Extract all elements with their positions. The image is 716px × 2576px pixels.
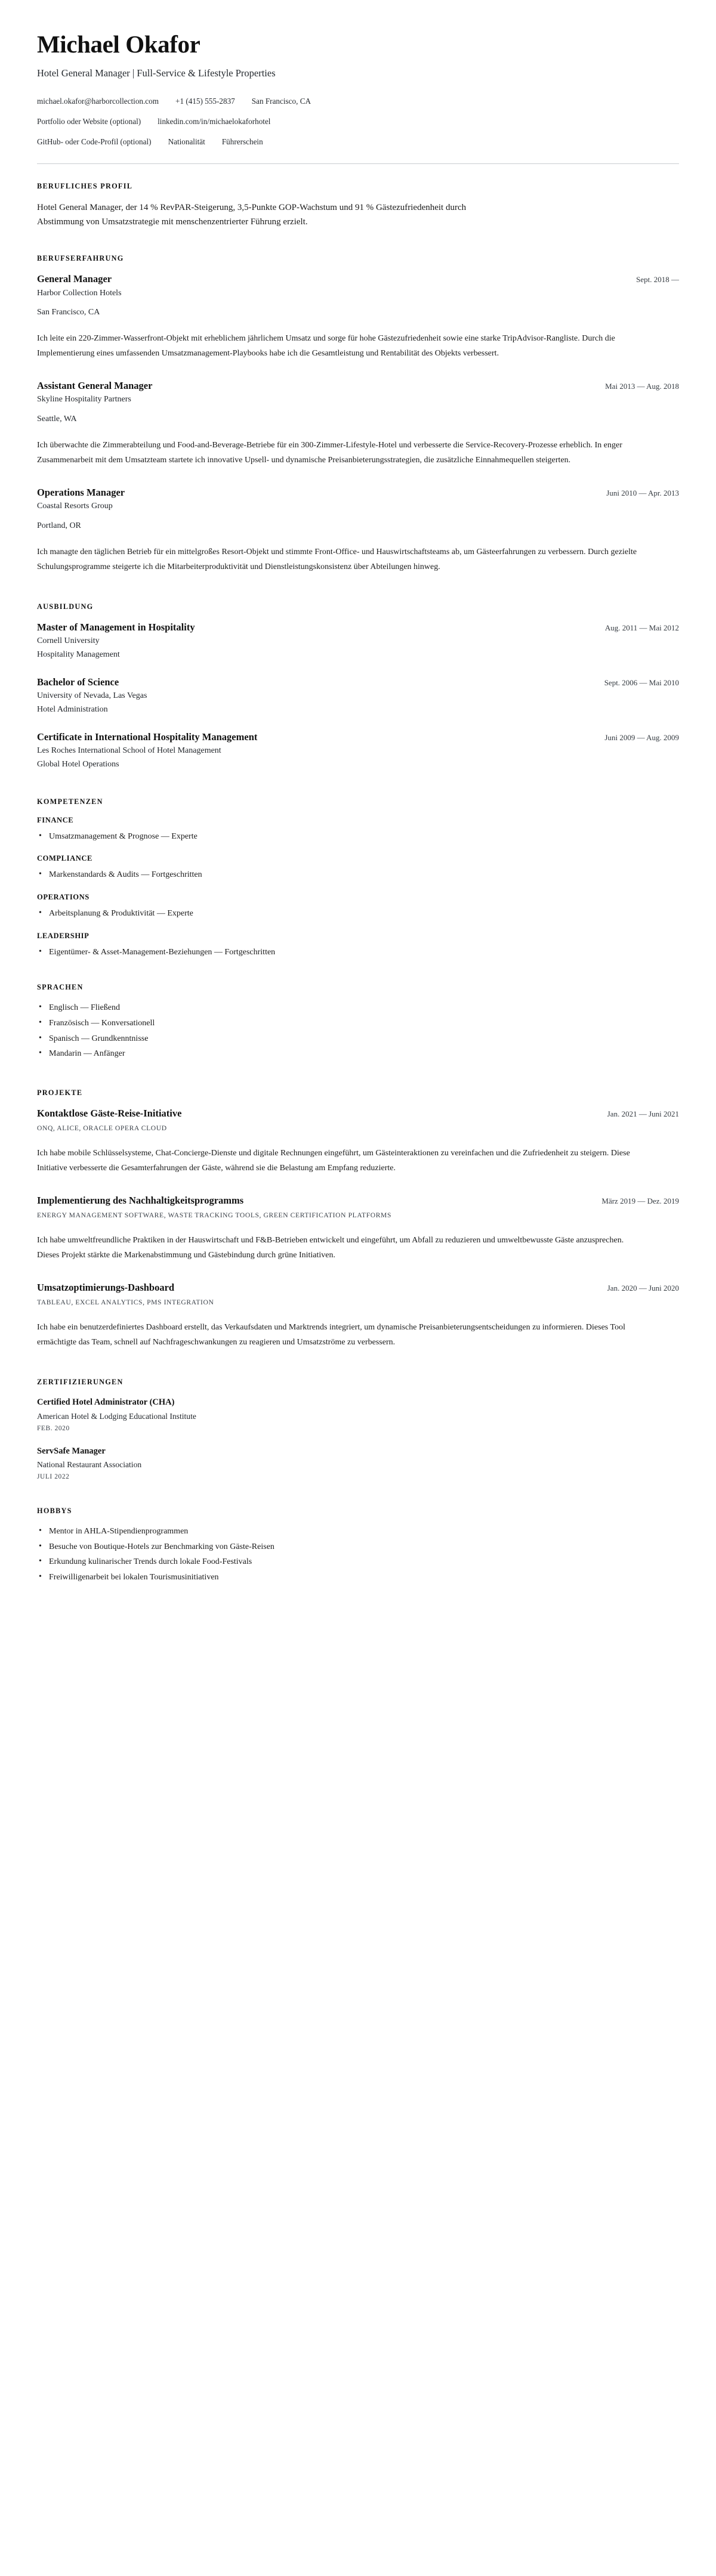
project-entry-head [37,1194,679,1207]
experience-location: Portland, OR [37,521,81,530]
education-entry [37,676,679,716]
experience-job-title: General Manager [37,273,112,285]
skill-group [37,893,679,921]
contact-github[interactable]: GitHub- oder Code-Profil (optional) [37,137,152,146]
hobby-item: • Mentor in AHLA-Stipendienprogrammen [37,1525,679,1539]
education-school: Les Roches International School of Hotel Management [37,746,221,756]
skill-item: • Eigentümer- & Asset-Management-Beziehungen — Fortgeschritten [37,946,679,960]
section-experience [37,254,679,575]
project-dates: März 2019 — Dez. 2019 [601,1196,679,1206]
header-divider [37,163,679,164]
experience-entry-head [37,379,679,392]
summary-text: Hotel General Manager, der 14 % RevPAR-Steigerung, 3,5-Punkte GOP-Wachstum und 91 % Gästezufriedenheit durch Abstimmung von Umsatzstrategie mit menschenzentrierter Führung erzielt. [37,202,467,227]
section-certifications [37,1378,679,1480]
experience-description: Ich leite ein 220-Zimmer-Wasserfront-Objekt mit erheblichem jährlichem Umsatz und sorge für hohe Gästezufriedenheit sowie eine starke TripAdvisor-Rangliste. Durch die Implementierung eines umfassenden Umsatzmanagement-Playbooks habe ich die Gesamtleistung und Rentabilität des Objekts verbessert. [37,334,615,358]
education-entry-head [37,621,679,633]
section-languages [37,983,679,1061]
project-technologies: TABLEAU, EXCEL ANALYTICS, PMS INTEGRATION [37,1298,214,1306]
section-projects [37,1088,679,1350]
contact-phone[interactable]: +1 (415) 555-2837 [175,97,235,106]
certification-name: ServSafe Manager [37,1446,106,1456]
education-dates: Juni 2009 — Aug. 2009 [604,732,679,742]
contact-portfolio[interactable]: Portfolio oder Website (optional) [37,116,141,126]
contact-line-2 [37,116,679,128]
experience-description: Ich managte den täglichen Betrieb für ein mittelgroßes Resort-Objekt und stimmte Front-Office- und Hauswirtschaftsteams ab, um Gästeerfahrungen zu verbessern. Durch gezielte Schulungsprogramme steigerte ich die Mitarbeiterproduktivität und Dienstleistungskonsistenz über Abteilungen hinweg. [37,547,637,571]
section-title-hobbies: HOBBYS [37,1506,72,1515]
language-item: • Französisch — Konversationell [37,1017,679,1031]
experience-dates: Mai 2013 — Aug. 2018 [605,382,679,391]
education-school: University of Nevada, Las Vegas [37,691,147,701]
candidate-headline: Hotel General Manager | Full-Service & Lifestyle Properties [37,67,276,79]
skill-category: COMPLIANCE [37,854,92,863]
certification-name: Certified Hotel Administrator (CHA) [37,1397,175,1408]
project-title: Umsatzoptimierungs-Dashboard [37,1282,175,1294]
certification-issuer: American Hotel & Lodging Educational Institute [37,1411,196,1421]
skill-group [37,816,679,844]
education-entry [37,621,679,661]
skill-list [37,946,679,960]
certification-date: FEB. 2020 [37,1424,70,1432]
contact-drivers-license: Führerschein [221,137,263,146]
contact-location: San Francisco, CA [251,97,311,106]
education-dates: Aug. 2011 — Mai 2012 [604,623,679,632]
contact-email[interactable]: michael.okafor@harborcollection.com [37,97,159,106]
experience-dates: Juni 2010 — Apr. 2013 [606,488,679,497]
project-title: Implementierung des Nachhaltigkeitsprogramms [37,1195,244,1207]
contact-nationality: Nationalität [168,137,205,146]
experience-job-title: Assistant General Manager [37,380,153,391]
project-entry [37,1281,679,1350]
hobby-item: • Erkundung kulinarischer Trends durch lokale Food-Festivals [37,1556,679,1569]
experience-entry [37,486,679,575]
skill-list [37,907,679,921]
section-title-languages: SPRACHEN [37,983,84,992]
project-entry-head [37,1281,679,1294]
experience-organization: Harbor Collection Hotels [37,288,122,298]
certification-issuer: National Restaurant Association [37,1459,142,1469]
language-item: • Englisch — Fließend [37,1001,679,1015]
experience-entry-head [37,273,679,285]
skill-category: OPERATIONS [37,893,90,902]
skill-group [37,932,679,960]
hobby-list [37,1525,679,1585]
project-entry [37,1107,679,1176]
skill-item: • Markenstandards & Audits — Fortgeschritten [37,868,679,882]
experience-description: Ich überwachte die Zimmerabteilung und Food-and-Beverage-Betriebe für ein 300-Zimmer-Lifestyle-Hotel und verbesserte die Service-Recovery-Prozesse erheblich. In enger Zusammenarbeit mit dem Umsatzteam startete ich innovative Upsell- und dynamische Preisanbieterungsstrategien, die zusätzliche Einnahmequellen steigerten. [37,441,622,465]
skill-item: • Arbeitsplanung & Produktivität — Experte [37,907,679,921]
certification-date: JULI 2022 [37,1473,70,1480]
education-entry [37,731,679,771]
education-school: Cornell University [37,636,100,646]
skill-list [37,868,679,882]
experience-organization: Coastal Resorts Group [37,502,113,511]
skill-group [37,854,679,882]
contact-linkedin[interactable]: linkedin.com/in/michaelokaforhotel [158,116,271,126]
candidate-name: Michael Okafor [37,30,200,58]
skill-category: FINANCE [37,815,74,824]
education-dates: Sept. 2006 — Mai 2010 [604,678,679,687]
project-description: Ich habe ein benutzerdefiniertes Dashboard erstellt, das Verkaufsdaten und Marktrends integriert, um dynamische Preisanbieterungsentscheidungen zu informieren. Dieses Tool ermächtigte das Team, schnell auf Nachfrageschwankungen zu reagieren und Umsatzströme zu verbessern. [37,1323,625,1347]
resume-header [37,31,679,148]
section-title-projects: PROJEKTE [37,1088,83,1097]
language-list [37,1001,679,1061]
experience-dates: Sept. 2018 — [636,275,679,284]
contact-line-1 [37,95,679,107]
project-dates: Jan. 2020 — Juni 2020 [607,1284,679,1293]
project-entry [37,1194,679,1263]
education-entry-head [37,676,679,688]
skill-list [37,830,679,844]
language-item: • Mandarin — Anfänger [37,1047,679,1061]
section-title-skills: KOMPETENZEN [37,797,103,806]
education-degree: Master of Management in Hospitality [37,621,195,633]
section-skills [37,797,679,960]
section-title-certifications: ZERTIFIZIERUNGEN [37,1378,124,1387]
project-title: Kontaktlose Gäste-Reise-Initiative [37,1108,182,1120]
education-field: Hospitality Management [37,650,120,660]
experience-location: Seattle, WA [37,414,77,423]
experience-entry-head [37,486,679,499]
section-title-education: AUSBILDUNG [37,602,94,611]
experience-entry [37,273,679,361]
language-item: • Spanisch — Grundkenntnisse [37,1032,679,1046]
project-dates: Jan. 2021 — Juni 2021 [607,1109,679,1119]
certification-entry [37,1445,679,1480]
project-technologies: ONQ, ALICE, ORACLE OPERA CLOUD [37,1124,167,1132]
education-field: Global Hotel Operations [37,760,119,769]
hobby-item: • Freiwilligenarbeit bei lokalen Tourismusinitiativen [37,1571,679,1585]
experience-organization: Skyline Hospitality Partners [37,395,131,404]
education-field: Hotel Administration [37,705,108,715]
skill-item: • Umsatzmanagement & Prognose — Experte [37,830,679,844]
project-technologies: ENERGY MANAGEMENT SOFTWARE, WASTE TRACKING TOOLS, GREEN CERTIFICATION PLATFORMS [37,1211,391,1219]
education-entry-head [37,731,679,743]
contact-line-3 [37,136,679,148]
education-degree: Certificate in International Hospitality Management [37,731,258,743]
section-education [37,602,679,771]
experience-entry [37,379,679,468]
project-description: Ich habe mobile Schlüsselsysteme, Chat-Concierge-Dienste und digitale Rechnungen eingeführt, um Gästeinteraktionen zu vereinfachen und die Zufriedenheit zu steigern. Diese Initiative verbesserte die Gesamterfahrungen der Gäste, während sie die Belastung am Empfang reduzierte. [37,1149,630,1173]
hobby-item: • Besuche von Boutique-Hotels zur Benchmarking von Gäste-Reisen [37,1541,679,1554]
project-description: Ich habe umweltfreundliche Praktiken in der Hauswirtschaft und F&B-Betrieben entwickelt und eingeführt, um Abfall zu reduzieren und umweltbewusste Gäste anzusprechen. Dieses Projekt stärkte die Markenabstimmung und Gästebindung durch grüne Initiativen. [37,1236,624,1260]
section-professional-summary [37,182,679,230]
experience-job-title: Operations Manager [37,486,125,498]
certification-entry [37,1396,679,1431]
education-degree: Bachelor of Science [37,676,119,688]
section-title-summary: BERUFLICHES PROFIL [37,181,133,190]
section-hobbies [37,1507,679,1585]
section-title-experience: BERUFSERFAHRUNG [37,254,124,263]
skill-category: LEADERSHIP [37,931,90,940]
experience-location: San Francisco, CA [37,307,100,317]
project-entry-head [37,1107,679,1120]
